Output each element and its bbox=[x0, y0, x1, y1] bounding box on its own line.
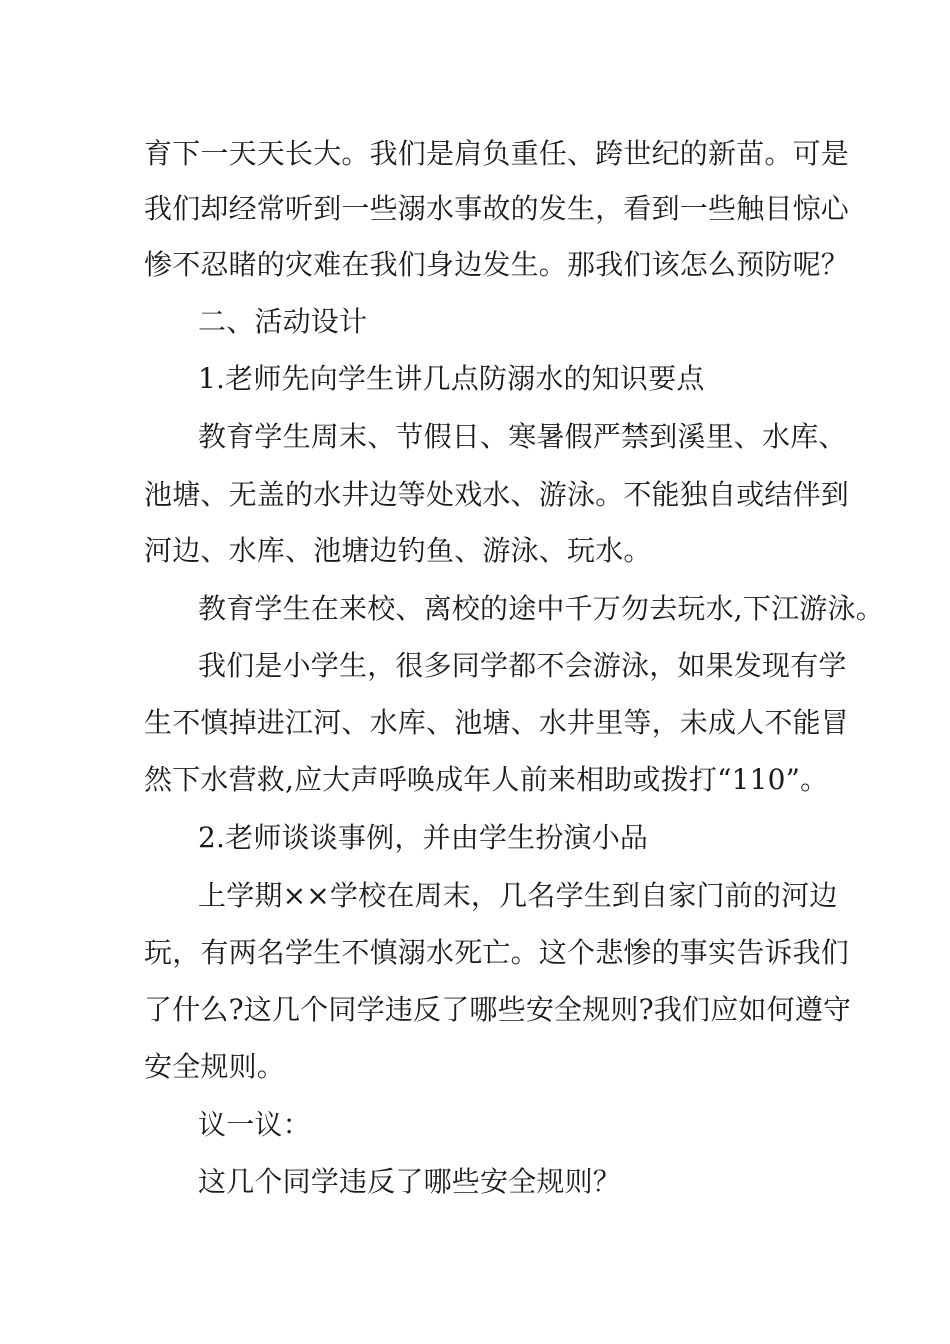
subheading: 1.老师先向学生讲几点防溺水的知识要点 bbox=[198, 362, 705, 395]
paragraph-line: 玩，有两名学生不慎溺水死亡。这个悲惨的事实告诉我们 bbox=[144, 936, 850, 969]
section-heading: 二、活动设计 bbox=[198, 305, 368, 338]
paragraph-line: 我们是小学生，很多同学都不会游泳，如果发现有学 bbox=[198, 649, 847, 682]
paragraph-line: 生不慎掉进江河、水库、池塘、水井里等，未成人不能冒 bbox=[144, 706, 850, 739]
paragraph-line: 河边、水库、池塘边钓鱼、游泳、玩水。 bbox=[144, 534, 652, 567]
paragraph-line: 惨不忍睹的灾难在我们身边发生。那我们该怎么预防呢？ bbox=[144, 248, 850, 281]
paragraph-line: 教育学生周末、节假日、寒暑假严禁到溪里、水库、 bbox=[198, 420, 847, 453]
paragraph-line: 了什么?这几个同学违反了哪些安全规则?我们应如何遵守 bbox=[144, 993, 852, 1026]
paragraph-line: 池塘、无盖的水井边等处戏水、游泳。不能独自或结伴到 bbox=[144, 478, 850, 511]
paragraph-line: 上学期××学校在周末，几名学生到自家门前的河边 bbox=[198, 879, 838, 912]
paragraph-line: 教育学生在来校、离校的途中千万勿去玩水,下江游泳。 bbox=[198, 592, 884, 625]
paragraph-line: 育下一天天长大。我们是肩负重任、跨世纪的新苗。可是 bbox=[144, 137, 850, 170]
paragraph-line: 这几个同学违反了哪些安全规则？ bbox=[198, 1165, 622, 1198]
subheading: 2.老师谈谈事例，并由学生扮演小品 bbox=[198, 821, 649, 854]
paragraph-line: 我们却经常听到一些溺水事故的发生，看到一些触目惊心 bbox=[144, 192, 850, 225]
paragraph-line: 安全规则。 bbox=[144, 1050, 286, 1083]
paragraph-line: 然下水营救,应大声呼唤成年人前来相助或拨打“110”。 bbox=[144, 763, 829, 796]
discussion-label: 议一议： bbox=[198, 1108, 311, 1141]
